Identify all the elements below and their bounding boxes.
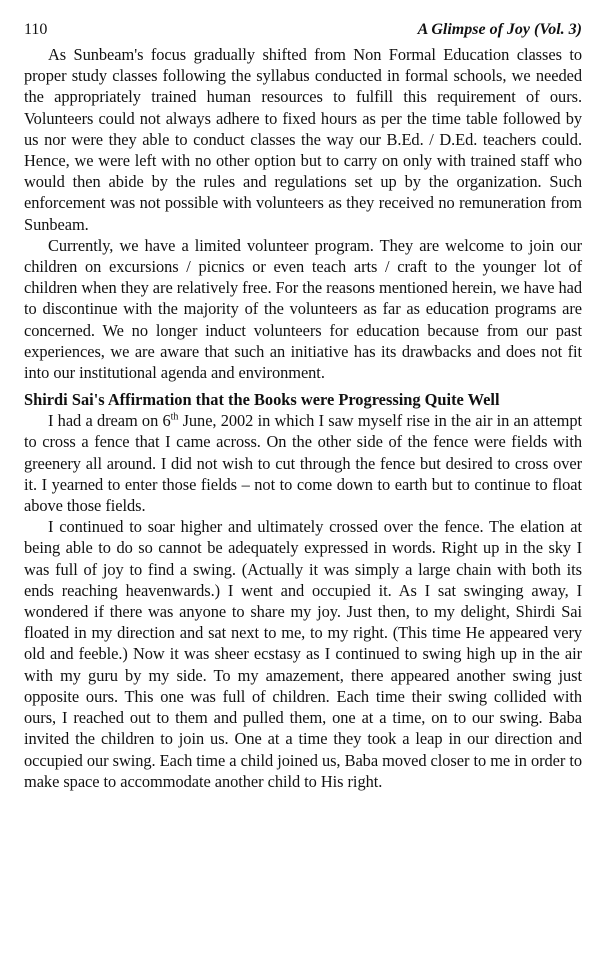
page-number: 110 xyxy=(24,21,48,38)
body-text xyxy=(24,44,582,792)
dream-text-rest: June, 2002 in which I saw myself rise in the air in an attempt to cross a fence that I came across. On the other side of the fence were fields with greenery all around. I did not wish to cut through the fence but desired to cross over it. I yearned to enter those fields – not to come down to earth but to continue to float above those fields. xyxy=(24,411,582,516)
paragraph-swing: I continued to soar higher and ultimately crossed over the fence. The elation at being able to do so cannot be adequately expressed in words. Right up in the sky I was full of joy to find a swing. (Actually it was simply a large chain with both its ends reaching heavenwards.) I went and occupied it. As I sat swinging away, I wondered if there was anyone to share my joy. Just then, to my delight, Shirdi Sai floated in my direction and sat next to me, to my right. (This time He appeared very old and feeble.) Now it was sheer ecstasy as I continued to swing high up in the air with my guru by my side. To my amazement, there appeared another swing just opposite ours. This one was full of children. Each time their swing collided with ours, I reached out to them and pulled them, one at a time, on to our swing. Baba invited the children to join us. One at a time they took a leap in our direction and occupied our swing. Each time a child joined us, Baba moved closer to me in order to make space to accommodate another child to His right. xyxy=(24,517,582,791)
paragraph-volunteer-program: Currently, we have a limited volunteer program. They are welcome to join our children on excursions / picnics or even teach arts / craft to the younger lot of children when they are relatively free. For the reasons mentioned herein, we have had to discontinue with the majority of the volunteers as far as education programs are concerned. We no longer induct volunteers for education because from our past experiences, we are aware that such an initiative has its drawbacks and does not fit into our institutional agenda and environment. xyxy=(24,235,582,383)
page-header xyxy=(24,20,582,44)
paragraph-dream xyxy=(24,410,582,516)
paragraph-volunteers-history: As Sunbeam's focus gradually shifted from Non Formal Education classes to proper study classes following the syllabus conducted in formal schools, we needed the appropriately trained human resources to fulfill this requirement of ours. Volunteers could not always adhere to fixed hours as per the time table followed by us nor were they able to conduct classes the way our B.Ed. / D.Ed. teachers could. Hence, we were left with no other option but to carry on only with trained staff who would then abide by the rules and regulations set up by the organization. Such enforcement was not possible with volunteers as they received no remuneration from Sunbeam. xyxy=(24,45,582,234)
book-page xyxy=(24,20,582,792)
dream-text-start: I had a dream on 6 xyxy=(48,411,171,431)
ordinal-superscript: th xyxy=(170,411,179,423)
section-heading: Shirdi Sai's Affirmation that the Books were Progressing Quite Well xyxy=(24,390,500,410)
running-title: A Glimpse of Joy (Vol. 3) xyxy=(417,21,582,38)
